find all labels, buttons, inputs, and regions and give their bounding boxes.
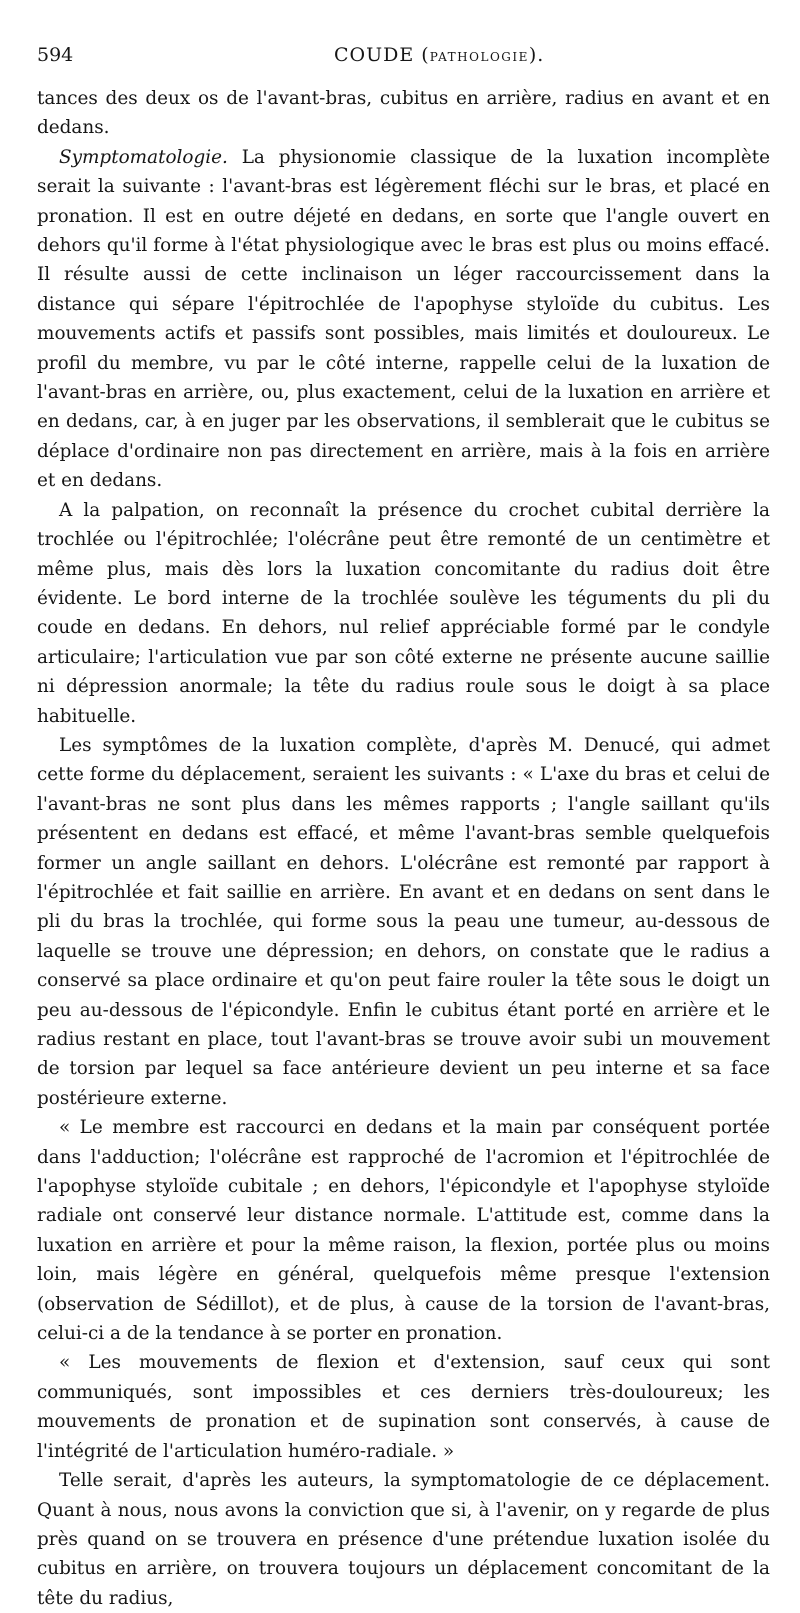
paragraph: « Le membre est raccourci en dedans et la main par conséquent portée dans l'adduction; l'olécrâne est rapproché de l'acromion et l'épitrochlée de l'apophyse styloïde cubitale ; en dehors, l'épicondyle et l'apophyse styloïde radiale ont conservé leur distance normale. L'attitude est, comme dans la luxation en arrière et pour la même raison, la flexion, portée plus ou moins loin, mais légère en général, quelquefois même presque l'extension (observation de Sédillot), et de plus, à cause de la torsion de l'avant-bras, celui-ci a de la tendance à se porter en pronation. [37, 1117, 770, 1345]
running-title-small: PATHOLOGIE [429, 50, 529, 64]
page-number: 594 [37, 44, 74, 66]
running-title [334, 44, 544, 66]
paragraph: Les symptômes de la luxation complète, d'après M. Denucé, qui admet cette forme du déplacement, seraient les suivants : « L'axe du bras et celui de l'avant-bras ne sont plus dans les mêmes rapports ; l'angle saillant qu'ils présentent en dedans est effacé, et même l'avant-bras semble quelquefois former un angle saillant en dehors. L'olécrâne est remonté par rapport à l'épitrochlée et fait saillie en arrière. En avant et en dedans on sent dans le pli du bras la trochlée, qui forme sous la peau une tumeur, au-dessous de laquelle se trouve une dépression; en dehors, on constate que le radius a conservé sa place ordinaire et qu'on peut faire rouler la tête sous le doigt un peu au-dessous de l'épicondyle. Enfin le cubitus étant porté en arrière et le radius restant en place, tout l'avant-bras se trouve avoir subi un mouvement de torsion par lequel sa face antérieure devient un peu interne et sa face postérieure externe. [37, 734, 770, 1109]
paragraph: A la palpation, on reconnaît la présence du crochet cubital derrière la trochlée ou l'épitrochlée; l'olécrâne peut être remonté de un centimètre et même plus, mais dès lors la luxation concomitante du radius doit être évidente. Le bord interne de la trochlée soulève les téguments du pli du coude en dedans. En dehors, nul relief appréciable formé par le condyle articulaire; l'articulation vue par son côté externe ne présente aucune saillie ni dépression anormale; la tête du radius roule sous le doigt à sa place habituelle. [37, 499, 770, 727]
paragraph: tances des deux os de l'avant-bras, cubitus en arrière, radius en avant et en dedans. [37, 88, 770, 139]
paragraph: « Les mouvements de flexion et d'extension, sauf ceux qui sont communiqués, sont impossibles et ces derniers très-douloureux; les mouvements de pronation et de supination sont conservés, à cause de l'intégrité de l'articulation huméro-radiale. » [37, 1352, 770, 1462]
running-title-main: COUDE ( [334, 44, 430, 66]
body-text [37, 84, 770, 1613]
section-lead: Symptomatologie. [59, 146, 228, 168]
running-title-end: ). [528, 44, 545, 66]
paragraph-text: La physionomie classique de la luxation incomplète serait la suivante : l'avant-bras est légèrement fléchi sur le bras, et placé en pronation. Il est en outre déjeté en dedans, en sorte que l'angle ouvert en dehors qu'il forme à l'état physiologique avec le bras est plus ou moins effacé. Il résulte aussi de cette inclinaison un léger raccourcissement dans la distance qui sépare l'épitrochlée de l'apophyse styloïde du cubitus. Les mouvements actifs et passifs sont possibles, mais limités et douloureux. Le profil du membre, vu par le côté interne, rappelle celui de la luxation de l'avant-bras en arrière, ou, plus exactement, celui de la luxation en arrière et en dedans, car, à en juger par les observations, il semblerait que le cubitus se déplace d'ordinaire non pas directement en arrière, mais à la fois en arrière et en dedans. [37, 146, 770, 492]
paragraph [37, 143, 770, 496]
paragraph: Telle serait, d'après les auteurs, la symptomatologie de ce déplacement. Quant à nous, nous avons la conviction que si, à l'avenir, on y regarde de plus près quand on se trouvera en présence d'une prétendue luxation isolée du cubitus en arrière, on trouvera toujours un déplacement concomitant de la tête du radius, [37, 1470, 770, 1609]
running-header [37, 40, 770, 84]
